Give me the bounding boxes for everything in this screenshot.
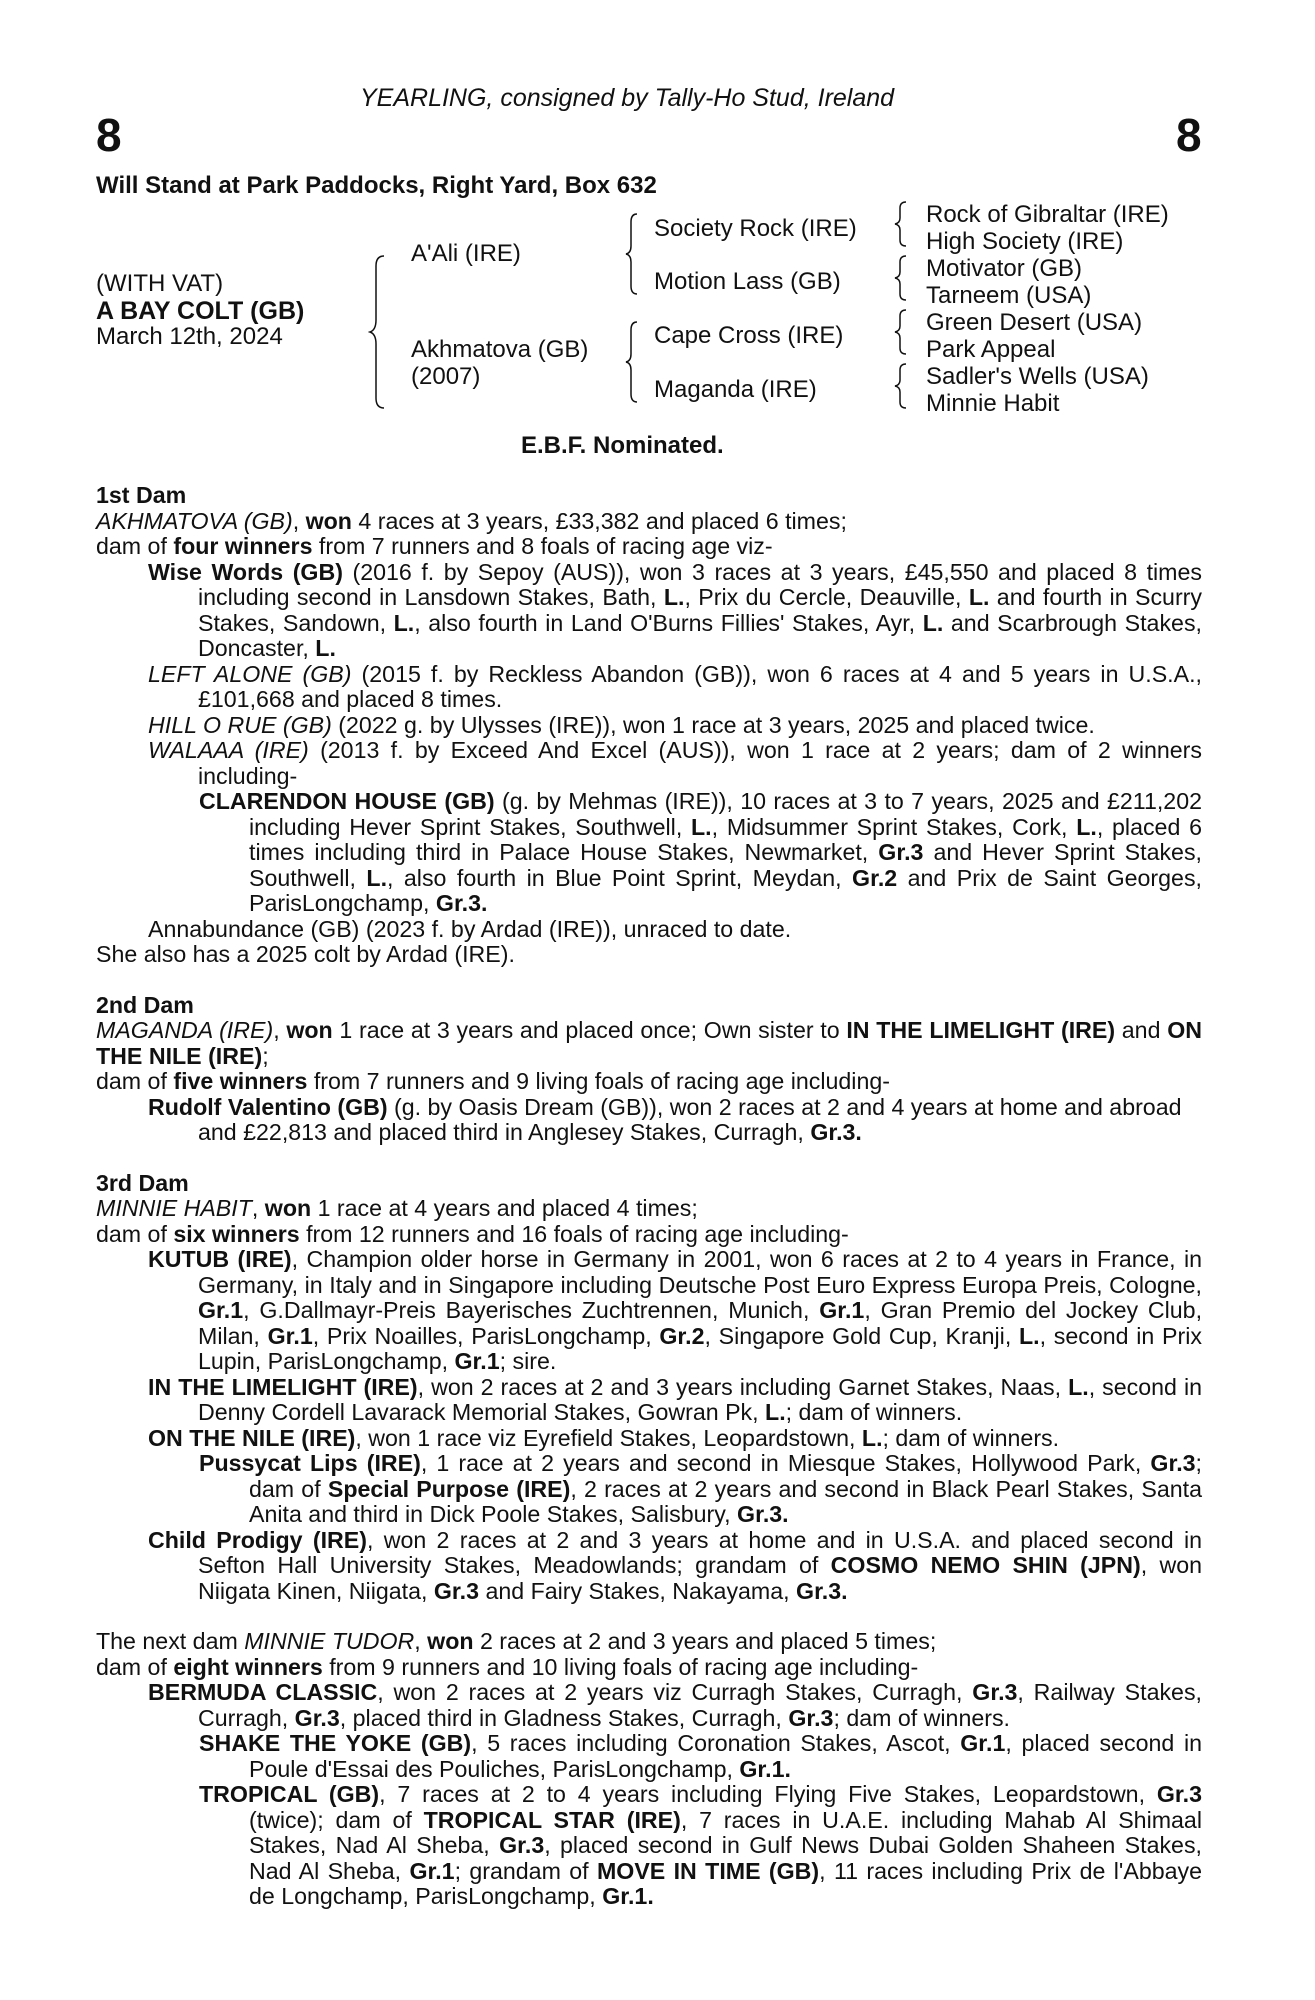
entry-annabundance: Annabundance (GB) (2023 f. by Ardad (IRE)), unraced to date. xyxy=(148,915,792,942)
second-dam-produce-line: dam of five winners from 7 runners and 9 living foals of racing age including- xyxy=(96,1068,890,1094)
pedigree-brace-g3-2 xyxy=(893,254,909,302)
pedigree-dam-sire: Cape Cross (IRE) xyxy=(654,322,844,349)
second-dam-line: MAGANDA (IRE), won 1 race at 3 years and placed once; Own sister to IN THE LIMELIGHT (IRE) and ON THE NILE (IRE); xyxy=(96,1017,1202,1069)
first-dam-heading: 1st Dam xyxy=(96,482,187,508)
pedigree-g3-8: Minnie Habit xyxy=(926,390,1060,417)
catalogue-body xyxy=(96,483,1202,1910)
foaling-date: March 12th, 2024 xyxy=(96,323,283,350)
entry-child-prodigy: Child Prodigy (IRE), won 2 races at 2 and 3 years at home and in U.S.A. and placed second in Sefton Hall University Stakes, Meadowlands; grandam of COSMO NEMO SHIN (JPN), won Niigata Kinen, Niigata, Gr.3 and Fairy Stakes, Nakayama, Gr.3. xyxy=(148,1526,1202,1604)
entry-wise-words: Wise Words (GB) (2016 f. by Sepoy (AUS)), won 3 races at 3 years, £45,550 and placed 8 times including second in Lansdown Stakes, Bath, L., Prix du Cercle, Deauville, L. and fourth in Scurry Stakes, Sandown, L., also fourth in Land O'Burns Fillies' Stakes, Ayr, L. and Scarbrough Stakes, Doncaster, L. xyxy=(148,558,1202,661)
entry-bermuda-classic: BERMUDA CLASSIC, won 2 races at 2 years viz Curragh Stakes, Curragh, Gr.3, Railway Stakes, Curragh, Gr.3, placed third in Gladness Stakes, Curragh, Gr.3; dam of winners. xyxy=(148,1679,1202,1731)
pedigree-g3-3: Motivator (GB) xyxy=(926,255,1083,282)
also-has-line: She also has a 2025 colt by Ardad (IRE). xyxy=(96,941,515,967)
entry-in-the-limelight: IN THE LIMELIGHT (IRE), won 2 races at 2 and 3 years including Garnet Stakes, Naas, L., second in Denny Cordell Lavarack Memorial Stakes, Gowran Pk, L.; dam of winners. xyxy=(148,1373,1202,1425)
entry-on-the-nile: ON THE NILE (IRE), won 1 race viz Eyrefield Stakes, Leopardstown, L.; dam of winners. xyxy=(148,1424,1060,1451)
pedigree-g3-2: High Society (IRE) xyxy=(926,228,1124,255)
location-line: Will Stand at Park Paddocks, Right Yard, Box 632 xyxy=(96,172,657,199)
pedigree-brace-g3-3 xyxy=(893,308,909,356)
pedigree-g3-6: Park Appeal xyxy=(926,336,1056,363)
pedigree-brace-dam xyxy=(624,320,640,404)
second-dam-heading: 2nd Dam xyxy=(96,991,194,1018)
lot-number-left: 8 xyxy=(96,109,122,161)
pedigree-brace-g3-4 xyxy=(893,362,909,410)
pedigree-brace-main xyxy=(368,254,388,410)
consignment-heading: YEARLING, consigned by Tally-Ho Stud, Ireland xyxy=(360,84,895,112)
pedigree-g3-5: Green Desert (USA) xyxy=(926,309,1143,336)
horse-name: A BAY COLT (GB) xyxy=(96,297,305,325)
entry-clarendon-house: CLARENDON HOUSE (GB) (g. by Mehmas (IRE)), 10 races at 3 to 7 years, 2025 and £211,202 including Hever Sprint Stakes, Southwell, L., Midsummer Sprint Stakes, Cork, L., placed 6 times including third in Palace House Stakes, Newmarket, Gr.3 and Hever Sprint Stakes, Southwell, L., also fourth in Blue Point Sprint, Meydan, Gr.2 and Prix de Saint Georges, ParisLongchamp, Gr.3. xyxy=(199,788,1202,916)
vat-note: (WITH VAT) xyxy=(96,270,224,297)
entry-rudolf-valentino: Rudolf Valentino (GB) (g. by Oasis Dream (GB)), won 2 races at 2 and 4 years at home and abroad and £22,813 and placed third in Anglesey Stakes, Curragh, Gr.3. xyxy=(148,1093,1182,1145)
pedigree-dam: Akhmatova (GB) xyxy=(411,336,589,363)
third-dam-heading: 3rd Dam xyxy=(96,1169,189,1196)
pedigree-brace-g3-1 xyxy=(893,200,909,248)
pedigree-brace-sire xyxy=(624,212,640,296)
entry-tropical: TROPICAL (GB), 7 races at 2 to 4 years including Flying Five Stakes, Leopardstown, Gr.3 (twice); dam of TROPICAL STAR (IRE), 7 races in U.A.E. including Mahab Al Shimaal Stakes, Nad Al Sheba, Gr.3, placed second in Gulf News Dubai Golden Shaheen Stakes, Nad Al Sheba, Gr.1; grandam of MOVE IN TIME (GB), 11 races including Prix de l'Abbaye de Longchamp, ParisLongchamp, Gr.1. xyxy=(199,1781,1202,1909)
first-dam-line: AKHMATOVA (GB), won 4 races at 3 years, £33,382 and placed 6 times; xyxy=(96,507,847,534)
pedigree-dam-year: (2007) xyxy=(411,363,481,390)
next-dam-produce-line: dam of eight winners from 9 runners and 10 living foals of racing age including- xyxy=(96,1653,919,1680)
entry-hill-o-rue: HILL O RUE (GB) (2022 g. by Ulysses (IRE)), won 1 race at 3 years, 2025 and placed twice. xyxy=(148,711,1095,738)
pedigree-g3-7: Sadler's Wells (USA) xyxy=(926,363,1149,390)
next-dam-line: The next dam MINNIE TUDOR, won 2 races at 2 and 3 years and placed 5 times; xyxy=(96,1628,937,1654)
lot-number-right: 8 xyxy=(1176,109,1202,161)
third-dam-produce-line: dam of six winners from 12 runners and 16 foals of racing age including- xyxy=(96,1220,849,1247)
entry-shake-the-yoke: SHAKE THE YOKE (GB), 5 races including Coronation Stakes, Ascot, Gr.1, placed second in Poule d'Essai des Pouliches, ParisLongchamp, Gr.1. xyxy=(199,1730,1202,1782)
entry-left-alone: LEFT ALONE (GB) (2015 f. by Reckless Abandon (GB)), won 6 races at 4 and 5 years in U.S.A., £101,668 and placed 8 times. xyxy=(148,660,1202,712)
pedigree-g3-1: Rock of Gibraltar (IRE) xyxy=(926,201,1169,228)
pedigree-sire-sire: Society Rock (IRE) xyxy=(654,215,857,242)
ebf-nominated: E.B.F. Nominated. xyxy=(521,432,724,459)
pedigree-sire: A'Ali (IRE) xyxy=(411,240,521,267)
third-dam-line: MINNIE HABIT, won 1 race at 4 years and placed 4 times; xyxy=(96,1195,698,1221)
entry-kutub: KUTUB (IRE), Champion older horse in Germany in 2001, won 6 races at 2 to 4 years in France, in Germany, in Italy and in Singapore including Deutsche Post Euro Express Europa Preis, Cologne, Gr.1, G.Dallmayr-Preis Bayerisches Zuchtrennen, Munich, Gr.1, Gran Premio del Jockey Club, Milan, Gr.1, Prix Noailles, ParisLongchamp, Gr.2, Singapore Gold Cup, Kranji, L., second in Prix Lupin, ParisLongchamp, Gr.1; sire. xyxy=(148,1246,1203,1374)
pedigree-sire-dam: Motion Lass (GB) xyxy=(654,268,841,295)
pedigree-dam-dam: Maganda (IRE) xyxy=(654,376,817,403)
first-dam-produce-line: dam of four winners from 7 runners and 8 foals of racing age viz- xyxy=(96,533,773,559)
entry-walaaa: WALAAA (IRE) (2013 f. by Exceed And Excel (AUS)), won 1 race at 2 years; dam of 2 winners including- xyxy=(148,737,1203,789)
pedigree-g3-4: Tarneem (USA) xyxy=(926,282,1092,309)
entry-pussycat-lips: Pussycat Lips (IRE), 1 race at 2 years and second in Miesque Stakes, Hollywood Park, Gr.3; dam of Special Purpose (IRE), 2 races at 2 years and second in Black Pearl Stakes, Santa Anita and third in Dick Poole Stakes, Salisbury, Gr.3. xyxy=(199,1450,1202,1527)
